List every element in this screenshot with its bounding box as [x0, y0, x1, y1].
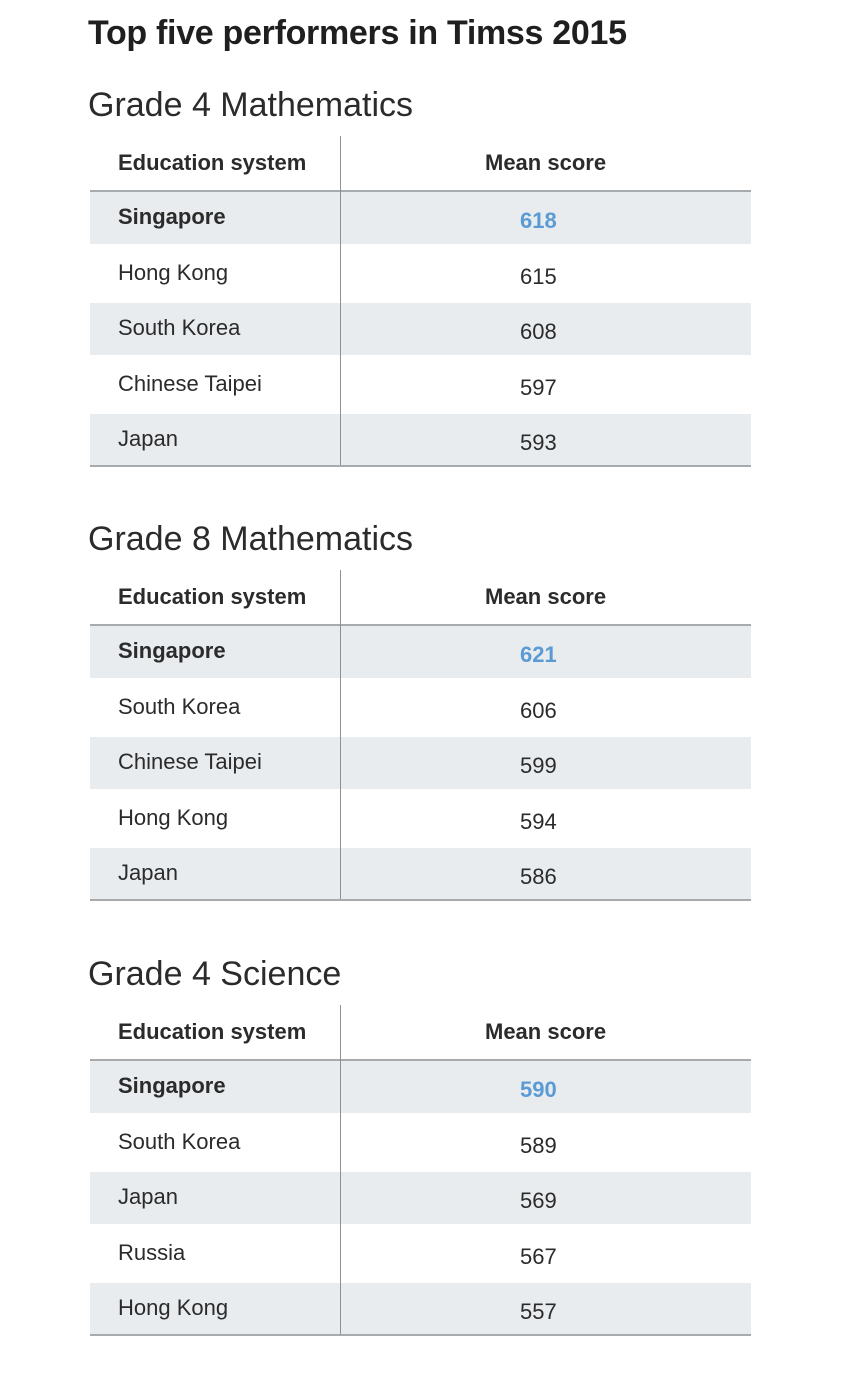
mean-score-cell: 594	[520, 808, 557, 834]
education-system-cell: Singapore	[118, 204, 226, 229]
education-system-cell: Japan	[118, 426, 178, 451]
table-row	[90, 1283, 751, 1339]
mean-score-cell: 567	[520, 1243, 557, 1269]
education-system-cell: South Korea	[118, 693, 241, 719]
table-row	[90, 248, 751, 304]
column-divider	[340, 136, 341, 465]
education-system-cell: Chinese Taipei	[118, 749, 262, 774]
education-system-cell: Singapore	[118, 1073, 226, 1098]
education-system-cell: Hong Kong	[118, 259, 229, 285]
column-header-score: Mean score	[485, 150, 607, 175]
row-shading	[90, 414, 751, 466]
table-bottom-rule	[90, 465, 751, 467]
table-row	[90, 682, 751, 738]
education-system-cell: Russia	[118, 1239, 186, 1265]
row-shading	[90, 1172, 751, 1224]
table-body	[90, 192, 751, 470]
table-row	[90, 1061, 751, 1117]
mean-score-cell: 586	[520, 864, 557, 889]
education-system-cell: Hong Kong	[118, 1295, 229, 1320]
mean-score-cell: 618	[520, 208, 557, 233]
section-title: Grade 4 Science	[88, 955, 342, 993]
score-table	[90, 1005, 751, 1341]
page-title: Top five performers in Timss 2015	[88, 14, 627, 52]
mean-score-cell: 590	[520, 1077, 557, 1102]
mean-score-cell: 621	[520, 642, 557, 667]
table-bottom-rule	[90, 899, 751, 901]
mean-score-cell: 608	[520, 319, 557, 344]
education-system-cell: Singapore	[118, 638, 226, 663]
section-title: Grade 4 Mathematics	[88, 86, 414, 124]
table-row	[90, 414, 751, 470]
education-system-cell: Japan	[118, 860, 178, 885]
table-header	[90, 570, 751, 626]
table-row	[90, 1228, 751, 1284]
column-divider	[340, 1005, 341, 1334]
mean-score-cell: 599	[520, 753, 557, 778]
column-header-system: Education system	[118, 1019, 307, 1044]
table-row	[90, 626, 751, 682]
table-header	[90, 136, 751, 192]
education-system-cell: Japan	[118, 1184, 178, 1209]
education-system-cell: Chinese Taipei	[118, 370, 262, 396]
table-row	[90, 737, 751, 793]
table-row	[90, 848, 751, 904]
section-title: Grade 8 Mathematics	[88, 520, 414, 558]
score-table	[90, 136, 751, 472]
mean-score-cell: 615	[520, 263, 557, 289]
column-header-score: Mean score	[485, 584, 607, 609]
table-header	[90, 1005, 751, 1061]
mean-score-cell: 606	[520, 697, 557, 723]
table-row	[90, 303, 751, 359]
column-divider	[340, 570, 341, 899]
table-row	[90, 192, 751, 248]
mean-score-cell: 569	[520, 1188, 557, 1213]
mean-score-cell: 597	[520, 374, 557, 400]
table-body	[90, 1061, 751, 1339]
score-table	[90, 570, 751, 906]
column-header-system: Education system	[118, 584, 307, 609]
education-system-cell: Hong Kong	[118, 804, 229, 830]
mean-score-cell: 557	[520, 1299, 557, 1324]
mean-score-cell: 589	[520, 1132, 557, 1158]
column-header-system: Education system	[118, 150, 307, 175]
mean-score-cell: 593	[520, 430, 557, 455]
table-row	[90, 359, 751, 415]
table-row	[90, 1117, 751, 1173]
row-shading	[90, 848, 751, 900]
education-system-cell: South Korea	[118, 315, 241, 340]
column-header-score: Mean score	[485, 1019, 607, 1044]
table-bottom-rule	[90, 1334, 751, 1336]
education-system-cell: South Korea	[118, 1128, 241, 1154]
table-body	[90, 626, 751, 904]
table-row	[90, 793, 751, 849]
table-row	[90, 1172, 751, 1228]
